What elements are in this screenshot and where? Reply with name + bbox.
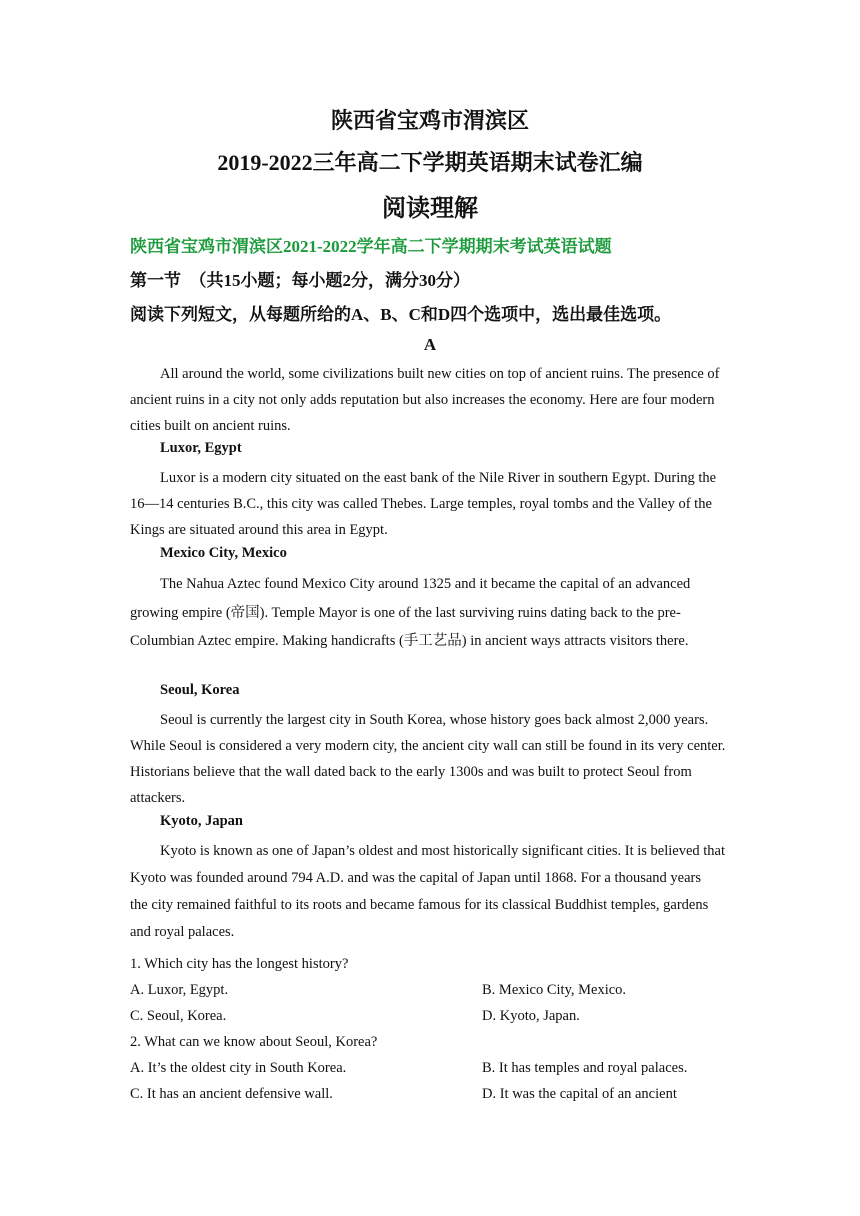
section-heading: Mexico City, Mexico bbox=[160, 545, 287, 561]
passage-letter: A bbox=[423, 335, 437, 354]
section-text: Kyoto is known as one of Japan’s oldest and most historically significant cities. It is believed that Kyoto was founded around 794 A.D. and was the capital of Japan until 1868. For a thousand years the city remained faithful to its roots and became famous for its classical Buddhist temples, gardens and royal palaces. bbox=[130, 843, 725, 940]
source-exam-title: 陕西省宝鸡市渭滨区2021-2022学年高二下学期期末考试英语试题 bbox=[130, 237, 612, 256]
section-heading: Luxor, Egypt bbox=[160, 440, 242, 456]
section-text: Seoul is currently the largest city in South Korea, whose history goes back almost 2,000 years. While Seoul is considered a very modern city, the ancient city wall can still be found in its very center. Historians believe that the wall dated back to the early 1300s and was built to protect Seoul from attackers. bbox=[130, 712, 726, 806]
section-text: The Nahua Aztec found Mexico City around 1325 and it became the capital of an advanced growing empire (帝国). Temple Mayor is one of the last surviving ruins dating back to the pre-Columbian Aztec empire. Making handicrafts (手工艺品) in ancient ways attracts visitors there. bbox=[130, 576, 691, 649]
title-region: 陕西省宝鸡市渭滨区 bbox=[330, 108, 529, 133]
instructions: 阅读下列短文，从每题所给的A、B、C和D四个选项中，选出最佳选项。 bbox=[130, 305, 672, 324]
answer-option: B. Mexico City, Mexico. bbox=[482, 982, 627, 998]
answer-option: D. It was the capital of an ancient bbox=[482, 1086, 677, 1102]
title-collection: 2019-2022三年高二下学期英语期末试卷汇编 bbox=[217, 150, 643, 175]
question-stem: 1. Which city has the longest history? bbox=[130, 956, 349, 972]
section-heading: Seoul, Korea bbox=[160, 682, 240, 698]
section-label: 第一节 （共15小题；每小题2分，满分30分） bbox=[130, 271, 470, 290]
question-stem: 2. What can we know about Seoul, Korea? bbox=[130, 1034, 378, 1050]
answer-option: A. It’s the oldest city in South Korea. bbox=[130, 1060, 347, 1076]
passage-intro: All around the world, some civilizations built new cities on top of ancient ruins. The presence of ancient ruins in a city not only adds reputation but also increases the economy. Here are four modern cities built on ancient ruins. bbox=[130, 366, 720, 434]
section-text: Luxor is a modern city situated on the east bank of the Nile River in southern Egypt. During the 16—14 centuries B.C., this city was called Thebes. Large temples, royal tombs and the Valley of the Kings are situated around this area in Egypt. bbox=[130, 470, 717, 538]
answer-option: C. It has an ancient defensive wall. bbox=[130, 1086, 333, 1102]
title-section: 阅读理解 bbox=[382, 196, 478, 222]
answer-option: B. It has temples and royal palaces. bbox=[482, 1060, 688, 1076]
section-heading: Kyoto, Japan bbox=[160, 813, 243, 829]
answer-option: C. Seoul, Korea. bbox=[130, 1008, 227, 1024]
answer-option: D. Kyoto, Japan. bbox=[482, 1008, 580, 1024]
answer-option: A. Luxor, Egypt. bbox=[130, 982, 229, 998]
